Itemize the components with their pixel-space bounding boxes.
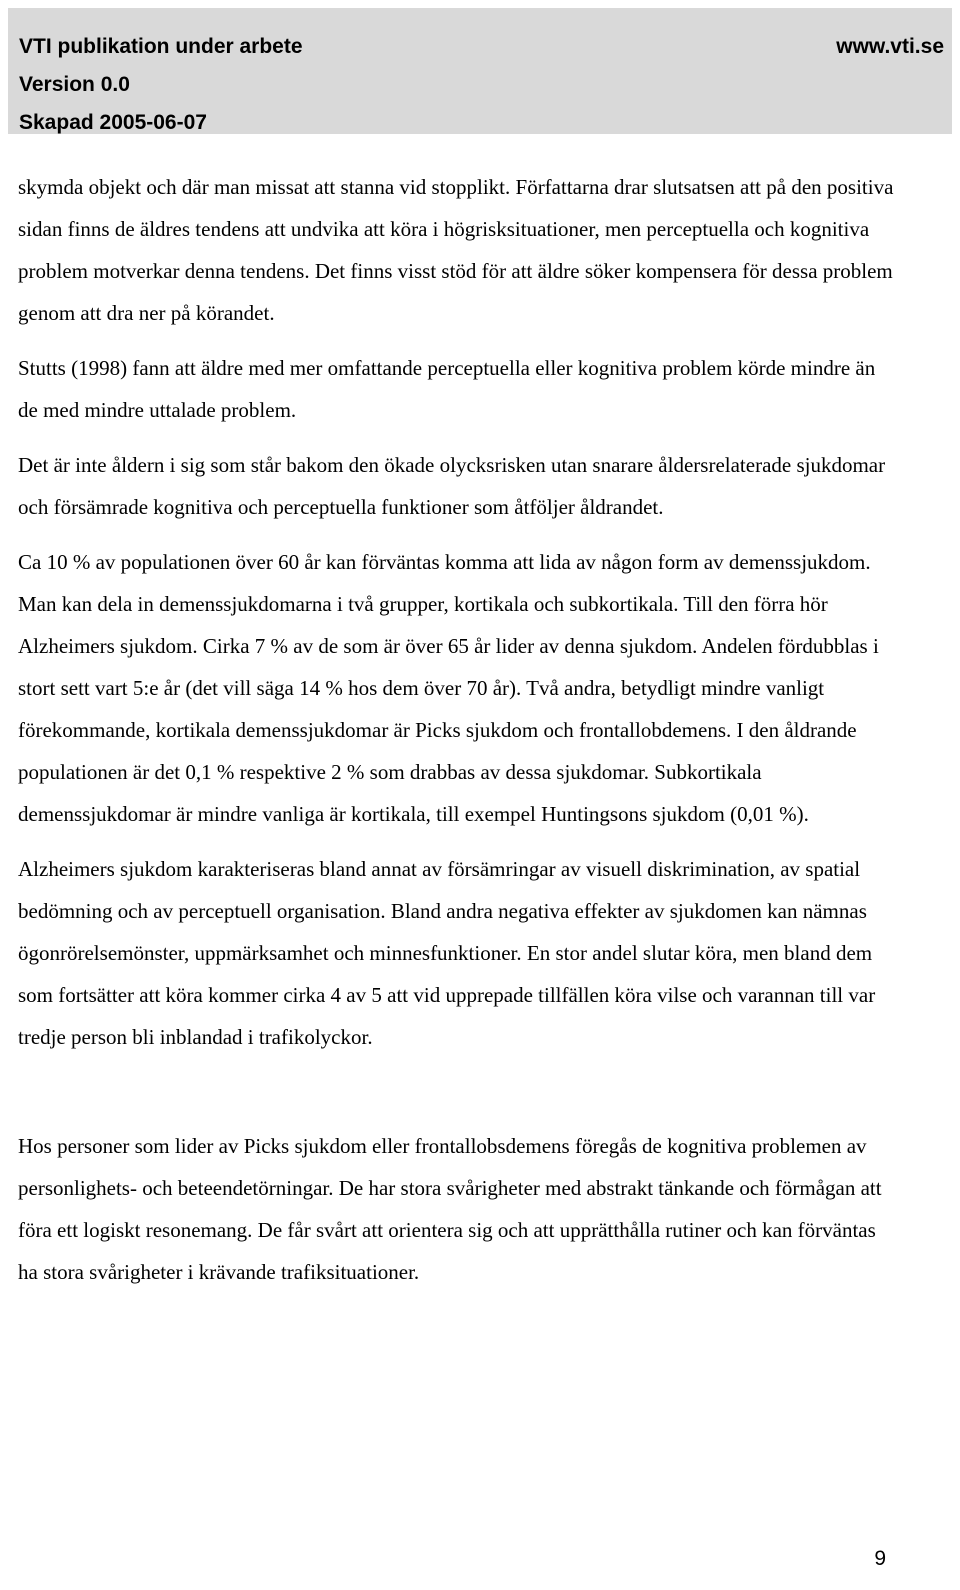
- paragraph: Stutts (1998) fann att äldre med mer omfattande perceptuella eller kognitiva problem körde mindre än de med mindre uttalade problem.: [18, 356, 876, 422]
- paragraph: Alzheimers sjukdom karakteriseras bland annat av försämringar av visuell diskrimination, av spatial bedömning och av perceptuell organisation. Bland andra negativa effekter av sjukdomen kan nämnas ögonrörelsemönster, uppmärksamhet och minnesfunktioner. En stor andel slutar köra, men bland dem som fortsätter att köra kommer cirka 4 av 5 att vid upprepade tillfällen köra vilse och varannan till var tredje person bli inblandad i trafikolyckor.: [18, 857, 876, 1049]
- page-number: 9: [874, 1547, 886, 1570]
- header-version: Version 0.0: [19, 73, 130, 96]
- paragraph: skymda objekt och där man missat att stanna vid stopplikt. Författarna drar slutsatsen att på den positiva sidan finns de äldres tendens att undvika att köra i högrisksituationer, men perceptuella och kognitiva problem motverkar denna tendens. Det finns visst stöd för att äldre söker kompensera för dessa problem genom att dra ner på körandet.: [18, 175, 894, 325]
- header-title: VTI publikation under arbete: [19, 35, 303, 58]
- page-header: [8, 8, 952, 134]
- paragraph: Ca 10 % av populationen över 60 år kan förväntas komma att lida av någon form av demenssjukdom. Man kan dela in demenssjukdomarna i två grupper, kortikala och subkortikala. Till den förra hör Alzheimers sjukdom. Cirka 7 % av de som är över 65 år lider av denna sjukdom. Andelen fördubblas i stort sett vart 5:e år (det vill säga 14 % hos dem över 70 år). Två andra, betydligt mindre vanligt förekommande, kortikala demenssjukdomar är Picks sjukdom och frontallobdemens. I den åldrande populationen är det 0,1 % respektive 2 % som drabbas av dessa sjukdomar. Subkortikala demenssjukdomar är mindre vanliga är kortikala, till exempel Huntingsons sjukdom (0,01 %).: [18, 550, 879, 826]
- document-body: [18, 166, 898, 1306]
- paragraph: Hos personer som lider av Picks sjukdom eller frontallobsdemens föregås de kognitiva problemen av personlighets- och beteendetörningar. De har stora svårigheter med abstrakt tänkande och förmågan att föra ett logiskt resonemang. De får svårt att orientera sig och att upprätthålla rutiner och kan förväntas ha stora svårigheter i krävande trafiksituationer.: [18, 1134, 882, 1284]
- header-url: www.vti.se: [836, 35, 944, 58]
- header-created-date: Skapad 2005-06-07: [19, 111, 207, 134]
- paragraph: Det är inte åldern i sig som står bakom den ökade olycksrisken utan snarare åldersrelaterade sjukdomar och försämrade kognitiva och perceptuella funktioner som åtföljer åldrandet.: [18, 453, 886, 519]
